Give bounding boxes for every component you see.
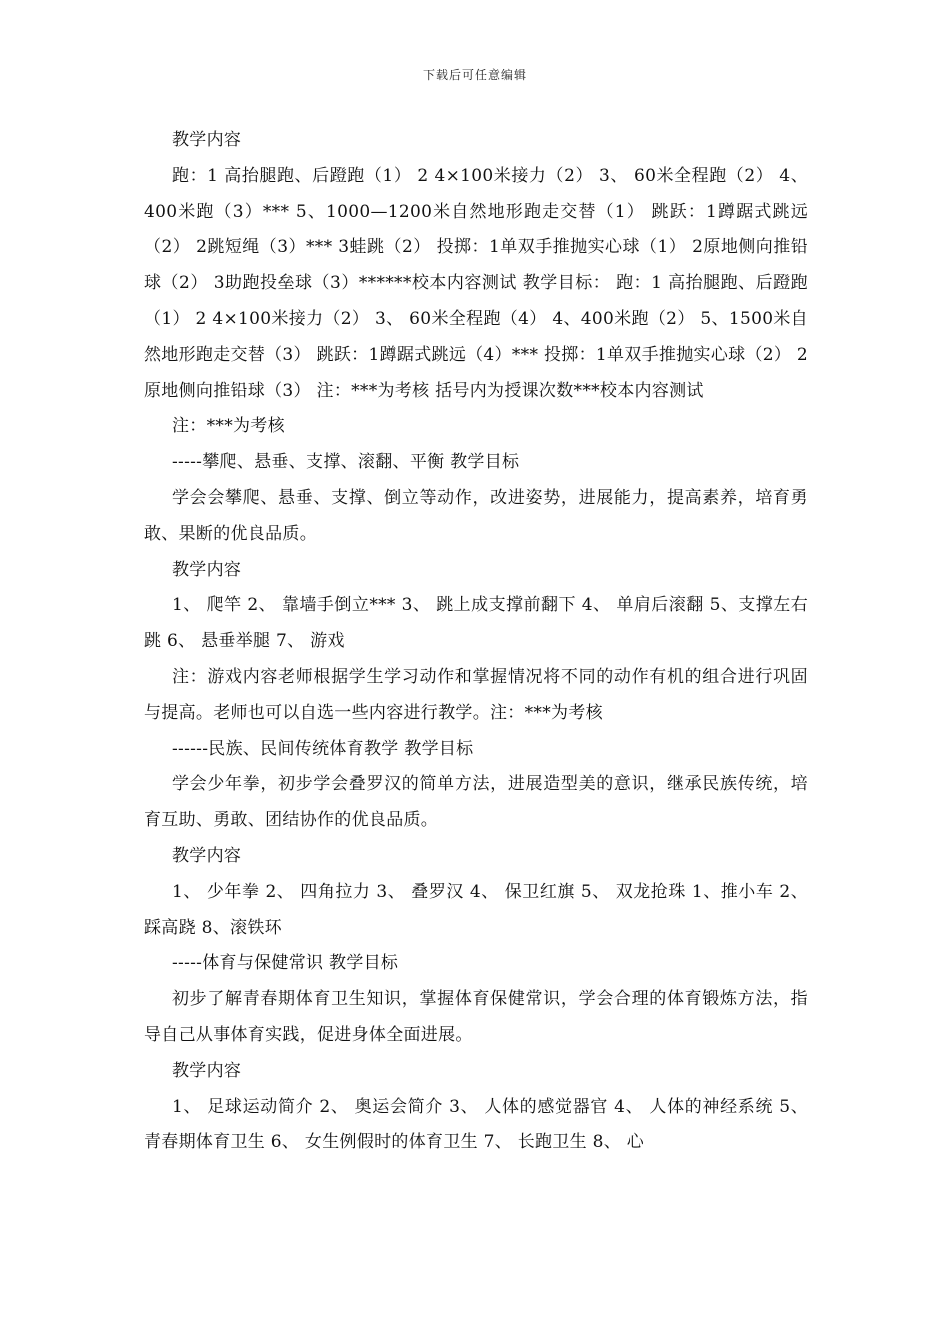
paragraph-gymnastics-items: 1、 爬竿 2、 靠墙手倒立*** 3、 跳上成支撑前翻下 4、 单肩后滚翻 5、支撑左右跳 6、 悬垂举腿 7、 游戏 [144, 595, 808, 652]
document-body [144, 123, 808, 1161]
page-header: 下载后可任意编辑 [422, 68, 527, 82]
paragraph-folk-sports-goal: 学会少年拳，初步学会叠罗汉的简单方法，进展造型美的意识，继承民族传统，培育互助、勇敢、团结协作的优良品质。 [144, 774, 808, 831]
paragraph-teaching-content-heading: 教学内容 [172, 845, 242, 866]
paragraph-track-field-content: 跑：1 高抬腿跑、后蹬跑（1） 2 4×100米接力（2） 3、 60米全程跑（2） 4、400米跑（3）*** 5、1000—1200米自然地形跑走交替（1） 跳跃：1蹲踞式跳远（2） 2跳短绳（3）*** 3蛙跳（2） 投掷：1单双手推抛实心球（1） 2原地侧向推铅球（2） 3助跑投垒球（3）******校本内容测试 教学目标： 跑：1 高抬腿跑、后蹬跑（1） 2 4×100米接力（2） 3、 60米全程跑（4） 4、400米跑（2） 5、1500米自然地形跑走交替（3） 跳跃：1蹲踞式跳远（4）*** 投掷：1单双手推抛实心球（2） 2原地侧向推铅球（3） 注：***为考核 括号内为授课次数***校本内容测试 [144, 165, 808, 401]
paragraph-health-section-title: -----体育与保健常识 教学目标 [172, 953, 399, 974]
paragraph-teaching-content-heading: 教学内容 [172, 559, 242, 580]
paragraph-gymnastics-section-title: -----攀爬、悬垂、支撑、滚翻、平衡 教学目标 [172, 452, 520, 473]
paragraph-folk-sports-items: 1、 少年拳 2、 四角拉力 3、 叠罗汉 4、 保卫红旗 5、 双龙抢珠 1、推小车 2、 踩高跷 8、滚铁环 [144, 881, 808, 938]
paragraph-note-assessment: 注：***为考核 [172, 416, 285, 437]
paragraph-health-items: 1、 足球运动简介 2、 奥运会简介 3、 人体的感觉器官 4、 人体的神经系统 5、 青春期体育卫生 6、 女生例假时的体育卫生 7、 长跑卫生 8、 心 [144, 1096, 808, 1153]
paragraph-folk-sports-section-title: ------民族、民间传统体育教学 教学目标 [172, 738, 474, 759]
paragraph-game-note: 注：游戏内容老师根据学生学习动作和掌握情况将不同的动作有机的组合进行巩固与提高。老师也可以自选一些内容进行教学。注：***为考核 [144, 666, 808, 723]
paragraph-health-goal: 初步了解青春期体育卫生知识，掌握体育保健常识，学会合理的体育锻炼方法，指导自己从事体育实践，促进身体全面进展。 [144, 989, 808, 1045]
paragraph-gymnastics-goal: 学会会攀爬、悬垂、支撑、倒立等动作，改进姿势，进展能力，提高素养，培育勇敢、果断的优良品质。 [144, 487, 808, 544]
paragraph-teaching-content-heading: 教学内容 [172, 1060, 242, 1081]
paragraph-teaching-content-heading: 教学内容 [172, 130, 242, 150]
